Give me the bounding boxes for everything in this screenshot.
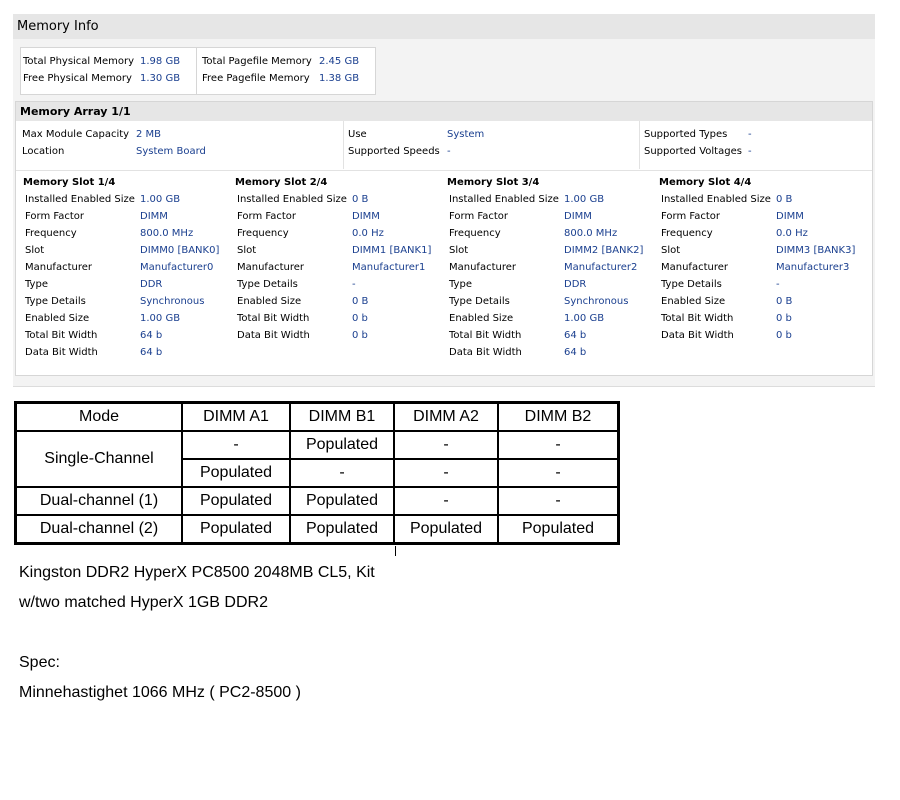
slot-2-row-label: Frequency — [237, 228, 289, 239]
table-row — [16, 431, 619, 459]
slot-2-row-value: 0 b — [352, 330, 368, 341]
slot-2-row-value: - — [352, 279, 356, 290]
table-header-cell: DIMM B1 — [290, 403, 394, 432]
slot-4-row-label: Manufacturer — [661, 262, 728, 273]
slot-2-row-label: Form Factor — [237, 211, 296, 222]
table-header-cell: DIMM A1 — [182, 403, 290, 432]
memory-slot-4-title: Memory Slot 4/4 — [659, 177, 752, 188]
slot-3-row-value: 1.00 GB — [564, 313, 605, 324]
table-cell: - — [498, 487, 619, 515]
max-capacity-label: Max Module Capacity — [22, 129, 130, 140]
slot-1-row-value: Manufacturer0 — [140, 262, 214, 273]
memory-summary-box — [20, 47, 376, 95]
slot-4-row-value: 0 B — [776, 194, 793, 205]
slot-2-row-label: Installed Enabled Size — [237, 194, 347, 205]
slot-4-row-value: - — [776, 279, 780, 290]
slot-4-row-value: Manufacturer3 — [776, 262, 850, 273]
slot-4-row-value: 0 b — [776, 313, 792, 324]
slot-2-row-label: Enabled Size — [237, 296, 302, 307]
slot-2-row-value: 0 B — [352, 296, 369, 307]
slot-1-row-value: 64 b — [140, 347, 163, 358]
mode-cell: Dual-channel (1) — [16, 487, 183, 515]
slot-1-row-value: DDR — [140, 279, 163, 290]
total-physical-value: 1.98 GB — [140, 56, 181, 67]
slot-3-row-label: Form Factor — [449, 211, 508, 222]
slot-1-row-label: Enabled Size — [25, 313, 90, 324]
table-header-row — [16, 403, 619, 432]
max-capacity-value: 2 MB — [136, 129, 162, 140]
slot-1-row-value: 1.00 GB — [140, 313, 181, 324]
slot-3-row-label: Type Details — [449, 296, 510, 307]
slot-4-row-label: Installed Enabled Size — [661, 194, 771, 205]
table-cell: - — [394, 431, 498, 459]
slot-3-row-label: Total Bit Width — [449, 330, 522, 341]
stray-line — [395, 546, 396, 556]
slot-3-row-label: Slot — [449, 245, 469, 256]
slot-4-row-label: Enabled Size — [661, 296, 726, 307]
slot-3-row-value: DIMM — [564, 211, 592, 222]
slot-1-row-label: Form Factor — [25, 211, 84, 222]
table-cell: Populated — [182, 487, 290, 515]
slot-4-row-value: 0 b — [776, 330, 792, 341]
slot-4-row-value: DIMM — [776, 211, 804, 222]
slot-1-row-value: Synchronous — [140, 296, 205, 307]
slot-1-row-value: DIMM — [140, 211, 168, 222]
total-pagefile-value: 2.45 GB — [319, 56, 360, 67]
use-value: System — [447, 129, 485, 140]
supported-speeds-label: Supported Speeds — [348, 146, 440, 157]
slot-4-row-label: Data Bit Width — [661, 330, 734, 341]
slot-2-row-value: 0.0 Hz — [352, 228, 384, 239]
note-line-4: Minnehastighet 1066 MHz ( PC2-8500 ) — [19, 684, 301, 701]
slot-3-row-value: 1.00 GB — [564, 194, 605, 205]
slot-1-row-value: DIMM0 [BANK0] — [140, 245, 220, 256]
slot-3-row-value: 64 b — [564, 330, 587, 341]
slot-1-row-label: Manufacturer — [25, 262, 92, 273]
free-pagefile-label: Free Pagefile Memory — [202, 73, 310, 84]
location-label: Location — [22, 146, 65, 157]
slot-3-row-label: Enabled Size — [449, 313, 514, 324]
table-cell: - — [394, 487, 498, 515]
mode-cell: Dual-channel (2) — [16, 515, 183, 544]
table-row — [16, 515, 619, 544]
note-line-2: w/two matched HyperX 1GB DDR2 — [19, 594, 268, 611]
slot-2-row-label: Manufacturer — [237, 262, 304, 273]
slot-4-row-label: Frequency — [661, 228, 713, 239]
mode-cell: Single-Channel — [16, 431, 183, 487]
total-physical-label: Total Physical Memory — [23, 56, 135, 67]
slot-3-row-value: 64 b — [564, 347, 587, 358]
slot-2-row-value: 0 B — [352, 194, 369, 205]
memory-array-box — [15, 101, 873, 376]
note-line-1: Kingston DDR2 HyperX PC8500 2048MB CL5, Kit — [19, 564, 375, 581]
slot-2-row-label: Type Details — [237, 279, 298, 290]
slot-4-row-label: Type Details — [661, 279, 722, 290]
table-cell: Populated — [182, 515, 290, 544]
slot-2-row-label: Slot — [237, 245, 257, 256]
free-pagefile-value: 1.38 GB — [319, 73, 360, 84]
slot-1-row-label: Type — [25, 279, 48, 290]
slot-4-row-value: DIMM3 [BANK3] — [776, 245, 856, 256]
slot-3-row-value: Manufacturer2 — [564, 262, 638, 273]
slot-2-row-value: DIMM1 [BANK1] — [352, 245, 432, 256]
slot-1-row-value: 64 b — [140, 330, 163, 341]
channel-table — [14, 401, 620, 545]
table-cell: Populated — [498, 515, 619, 544]
slot-3-row-label: Frequency — [449, 228, 501, 239]
slot-2-row-value: 0 b — [352, 313, 368, 324]
slot-1-row-value: 1.00 GB — [140, 194, 181, 205]
table-cell: - — [182, 431, 290, 459]
slot-4-row-label: Slot — [661, 245, 681, 256]
table-header-cell: Mode — [16, 403, 183, 432]
slot-3-row-label: Type — [449, 279, 472, 290]
memory-slot-1-title: Memory Slot 1/4 — [23, 177, 116, 188]
summary-divider — [196, 48, 197, 94]
slot-4-row-value: 0 B — [776, 296, 793, 307]
table-cell: - — [394, 459, 498, 487]
location-value: System Board — [136, 146, 206, 157]
slot-3-row-label: Installed Enabled Size — [449, 194, 559, 205]
slot-3-row-label: Data Bit Width — [449, 347, 522, 358]
memory-array-info — [16, 121, 872, 171]
table-cell: - — [498, 459, 619, 487]
table-row — [16, 487, 619, 515]
slot-4-row-label: Form Factor — [661, 211, 720, 222]
note-line-3: Spec: — [19, 654, 60, 671]
memory-slot-3-title: Memory Slot 3/4 — [447, 177, 540, 188]
array-info-separator — [343, 121, 344, 169]
page-title: Memory Info — [17, 19, 99, 34]
slot-1-row-value: 800.0 MHz — [140, 228, 194, 239]
supported-types-value: - — [748, 129, 752, 140]
slot-3-row-value: DIMM2 [BANK2] — [564, 245, 644, 256]
slot-1-row-label: Data Bit Width — [25, 347, 98, 358]
table-header-cell: DIMM B2 — [498, 403, 619, 432]
slot-1-row-label: Total Bit Width — [25, 330, 98, 341]
table-header-cell: DIMM A2 — [394, 403, 498, 432]
slot-3-row-label: Manufacturer — [449, 262, 516, 273]
table-cell: Populated — [290, 515, 394, 544]
slot-2-row-value: DIMM — [352, 211, 380, 222]
slot-2-row-value: Manufacturer1 — [352, 262, 426, 273]
table-cell: - — [290, 459, 394, 487]
table-cell: Populated — [290, 431, 394, 459]
slot-3-row-value: 800.0 MHz — [564, 228, 618, 239]
slot-4-row-label: Total Bit Width — [661, 313, 734, 324]
slot-3-row-value: DDR — [564, 279, 587, 290]
supported-speeds-value: - — [447, 146, 451, 157]
table-cell: Populated — [182, 459, 290, 487]
slot-1-row-label: Slot — [25, 245, 45, 256]
free-physical-label: Free Physical Memory — [23, 73, 132, 84]
array-info-separator — [639, 121, 640, 169]
memory-slot-2-title: Memory Slot 2/4 — [235, 177, 328, 188]
total-pagefile-label: Total Pagefile Memory — [202, 56, 312, 67]
slot-2-row-label: Data Bit Width — [237, 330, 310, 341]
slot-1-row-label: Type Details — [25, 296, 86, 307]
table-cell: - — [498, 431, 619, 459]
supported-voltages-label: Supported Voltages — [644, 146, 742, 157]
slot-1-row-label: Frequency — [25, 228, 77, 239]
memory-array-title: Memory Array 1/1 — [16, 102, 872, 121]
supported-types-label: Supported Types — [644, 129, 728, 140]
supported-voltages-value: - — [748, 146, 752, 157]
memory-info-header — [13, 14, 875, 39]
slot-4-row-value: 0.0 Hz — [776, 228, 808, 239]
slot-3-row-value: Synchronous — [564, 296, 629, 307]
use-label: Use — [348, 129, 367, 140]
slot-2-row-label: Total Bit Width — [237, 313, 310, 324]
table-cell: Populated — [394, 515, 498, 544]
table-cell: Populated — [290, 487, 394, 515]
free-physical-value: 1.30 GB — [140, 73, 181, 84]
slot-1-row-label: Installed Enabled Size — [25, 194, 135, 205]
